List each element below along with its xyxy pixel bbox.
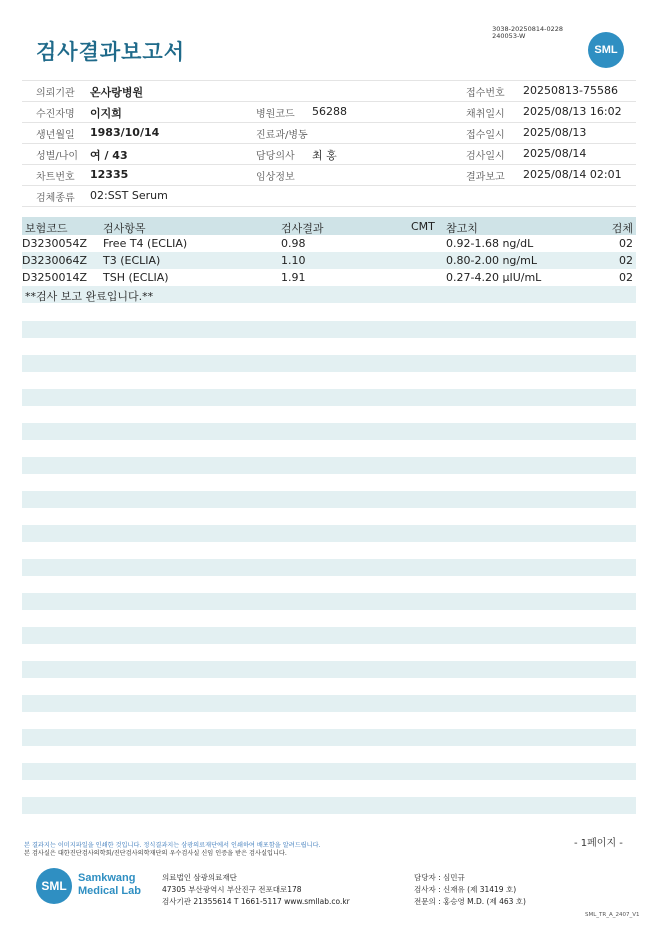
row-spec: 02: [619, 271, 633, 284]
row-ref: 0.27-4.20 µIU/mL: [446, 271, 542, 284]
document-code-line-2: 240053-W: [492, 32, 526, 40]
empty-row: [22, 593, 636, 610]
row-result: 1.91: [281, 271, 306, 284]
sex-age-value: 여 / 43: [90, 149, 128, 162]
org-address: [162, 872, 350, 908]
staff-line-1: 담당자 : 심민규: [414, 873, 465, 882]
info-row: [22, 165, 636, 186]
specimen-label: 검체종류: [36, 193, 75, 204]
patient-label: 수진자명: [36, 109, 75, 120]
row-item: Free T4 (ECLIA): [103, 237, 188, 250]
header-ref: 참고치: [446, 222, 478, 235]
info-row: [22, 144, 636, 165]
chart-no-value: 12335: [90, 168, 129, 181]
receipt-no-value: 20250813-75586: [523, 84, 618, 97]
header-item: 검사항목: [103, 222, 146, 235]
info-row: [22, 80, 636, 102]
form-code: SML_TR_A_2407_V1: [585, 912, 640, 918]
info-row: [22, 102, 636, 123]
empty-row: [22, 355, 636, 372]
sml-footer-logo-icon: SML: [36, 868, 72, 904]
info-row: [22, 186, 636, 207]
row-code: D3250014Z: [22, 271, 87, 284]
dob-label: 생년월일: [36, 130, 75, 141]
empty-row: [22, 491, 636, 508]
table-row: [22, 235, 636, 252]
clinical-label: 임상정보: [256, 172, 295, 183]
report-label: 결과보고: [466, 172, 505, 183]
receipt-no-label: 접수번호: [466, 88, 505, 99]
report-title: 검사결과보고서: [36, 40, 186, 64]
test-date-label: 검사일시: [466, 151, 505, 162]
specimen-value: 02:SST Serum: [90, 189, 168, 202]
empty-row: [22, 457, 636, 474]
staff-line-3: 전문의 : 홍승영 M.D. (제 463 호): [414, 897, 526, 906]
empty-row: [22, 627, 636, 644]
chart-no-label: 차트번호: [36, 172, 75, 183]
staff-line-2: 검사자 : 신재유 (제 31419 호): [414, 885, 517, 894]
footer-notes: [24, 842, 321, 858]
doctor-value: 최 홍: [312, 149, 337, 162]
empty-row: [22, 389, 636, 406]
empty-row: [22, 729, 636, 746]
empty-row: [22, 661, 636, 678]
row-item: T3 (ECLIA): [103, 254, 161, 267]
row-code: D3230064Z: [22, 254, 87, 267]
empty-row: [22, 525, 636, 542]
patient-info-table: [22, 80, 636, 207]
org-name-line-1: Samkwang: [78, 872, 136, 884]
empty-row: [22, 423, 636, 440]
footer-note-2: 본 검사실은 대한진단검사의학회/진단검사의학재단의 우수검사실 신임 인증을 받은 검사실입니다.: [24, 850, 287, 857]
hospital-label: 의뢰기관: [36, 88, 75, 99]
staff-info: [414, 872, 526, 908]
org-line-1: 의료법인 삼광의료재단: [162, 873, 237, 882]
document-code: [492, 26, 563, 40]
empty-row: [22, 559, 636, 576]
header-spec: 검체: [611, 222, 633, 235]
page-number: - 1페이지 -: [574, 838, 623, 849]
report-value: 2025/08/14 02:01: [523, 168, 622, 181]
row-spec: 02: [619, 237, 633, 250]
hosp-code-label: 병원코드: [256, 109, 295, 120]
info-row: [22, 123, 636, 144]
doctor-label: 담당의사: [256, 151, 295, 162]
row-spec: 02: [619, 254, 633, 267]
org-line-2: 47305 부산광역시 부산진구 전포대로178: [162, 885, 302, 894]
empty-row: [22, 763, 636, 780]
org-name-line-2: Medical Lab: [78, 885, 141, 897]
hosp-code-value: 56288: [312, 105, 347, 118]
empty-row: [22, 797, 636, 814]
org-line-3: 검사기관 21355614 T 1661-5117 www.smllab.co.kr: [162, 897, 350, 906]
row-ref: 0.92-1.68 ng/dL: [446, 237, 534, 250]
table-row: [22, 269, 636, 286]
row-result: 0.98: [281, 237, 306, 250]
receipt-date-label: 접수일시: [466, 130, 505, 141]
org-name: [78, 872, 141, 898]
collect-label: 채취일시: [466, 109, 505, 120]
sex-age-label: 성별/나이: [36, 151, 79, 162]
row-ref: 0.80-2.00 ng/mL: [446, 254, 537, 267]
header-cmt: CMT: [411, 220, 435, 233]
dob-value: 1983/10/14: [90, 126, 160, 139]
patient-value: 이지희: [90, 107, 122, 120]
receipt-date-value: 2025/08/13: [523, 126, 587, 139]
document-code-line-1: 3038-20250814-0228: [492, 25, 563, 33]
results-table: [22, 217, 636, 303]
row-code: D3230054Z: [22, 237, 87, 250]
completion-row: [22, 286, 636, 303]
footer-note-1: 본 결과지는 이미지파일을 인쇄한 것입니다. 정식결과지는 삼광의료재단에서 인쇄하여 배포함을 알려드립니다.: [24, 842, 321, 849]
header-code: 보험코드: [25, 222, 68, 235]
table-row: [22, 252, 636, 269]
dept-label: 진료과/병동: [256, 130, 308, 141]
test-date-value: 2025/08/14: [523, 147, 587, 160]
hospital-value: 온사랑병원: [90, 86, 144, 99]
empty-rows: [22, 321, 636, 831]
empty-row: [22, 321, 636, 338]
results-header-row: [22, 217, 636, 235]
header-result: 검사결과: [281, 222, 324, 235]
row-result: 1.10: [281, 254, 306, 267]
collect-value: 2025/08/13 16:02: [523, 105, 622, 118]
empty-row: [22, 695, 636, 712]
completion-note: **검사 보고 완료입니다.**: [25, 290, 154, 303]
sml-logo-icon: SML: [588, 32, 624, 68]
row-item: TSH (ECLIA): [103, 271, 169, 284]
